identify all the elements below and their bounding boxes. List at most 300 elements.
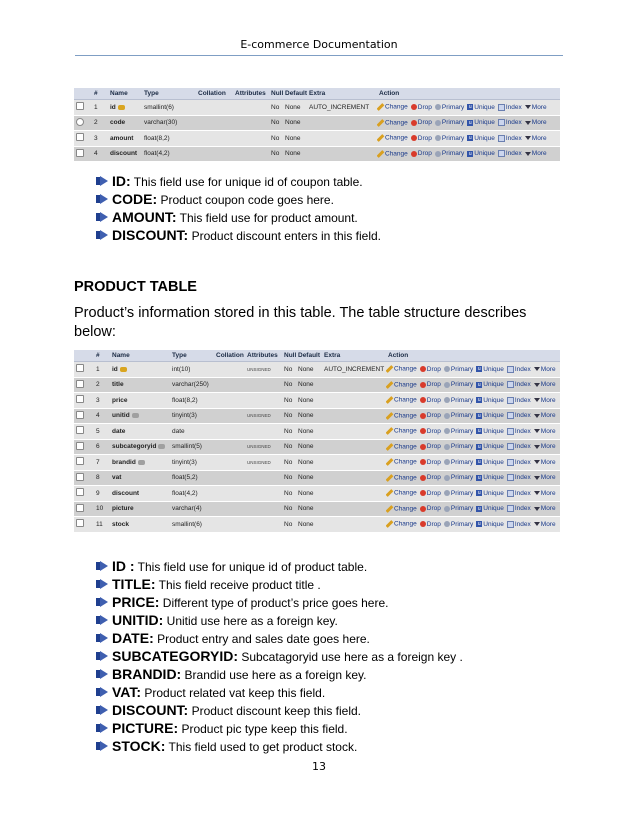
more-action[interactable] xyxy=(534,366,556,373)
field-type: tinyint(3) xyxy=(170,408,214,424)
unique-action[interactable] xyxy=(476,474,504,481)
column-header: Attributes xyxy=(245,350,282,362)
field-type: varchar(30) xyxy=(142,115,196,131)
index-icon xyxy=(507,412,514,419)
row-checkbox[interactable] xyxy=(76,133,84,141)
field-extra xyxy=(322,455,386,471)
field-default: None xyxy=(296,362,322,378)
field-attributes: UNSIGNED xyxy=(245,362,282,378)
field-null: No xyxy=(282,517,296,533)
primary-key-icon xyxy=(118,105,125,110)
primary-action[interactable] xyxy=(444,381,473,388)
index-action[interactable] xyxy=(507,474,531,481)
row-checkbox[interactable] xyxy=(76,426,84,434)
change-action[interactable] xyxy=(388,520,417,528)
column-header: # xyxy=(92,88,108,100)
change-action[interactable] xyxy=(388,474,417,482)
drop-action[interactable] xyxy=(420,428,441,435)
field-extra xyxy=(322,517,386,533)
change-icon xyxy=(377,119,384,127)
action-cell xyxy=(386,362,560,378)
more-action[interactable] xyxy=(525,104,547,111)
change-action-label: Change xyxy=(394,412,417,420)
field-description: Unitid use here as a foreign key. xyxy=(163,614,338,628)
index-action[interactable] xyxy=(498,150,522,157)
more-action-label: More xyxy=(540,489,556,497)
document-header: E-commerce Documentation xyxy=(240,38,398,51)
unique-action-label: Unique xyxy=(483,489,504,497)
change-icon xyxy=(377,134,384,142)
field-description: Product discount keep this field. xyxy=(188,704,361,718)
field-extra xyxy=(322,439,386,455)
action-cell xyxy=(386,501,560,517)
field-description: Product related vat keep this field. xyxy=(141,686,326,700)
action-cell xyxy=(386,439,560,455)
field-label: CODE: xyxy=(112,191,158,207)
unique-action[interactable] xyxy=(476,505,504,512)
field-name xyxy=(110,455,170,471)
row-number: 5 xyxy=(94,424,110,440)
index-action[interactable] xyxy=(507,397,531,404)
column-header: Default xyxy=(283,88,307,100)
change-action[interactable] xyxy=(388,458,417,466)
index-action[interactable] xyxy=(507,459,531,466)
index-action[interactable] xyxy=(498,135,522,142)
row-checkbox[interactable] xyxy=(76,364,84,372)
drop-icon xyxy=(420,413,426,419)
field-attributes: UNSIGNED xyxy=(245,408,282,424)
drop-action[interactable] xyxy=(411,135,432,142)
action-cell xyxy=(377,146,560,162)
change-icon xyxy=(386,520,393,528)
primary-key-icon xyxy=(444,506,450,512)
row-checkbox[interactable] xyxy=(76,473,84,481)
primary-action[interactable] xyxy=(444,521,473,528)
field-name xyxy=(108,146,142,162)
field-default: None xyxy=(296,501,322,517)
field-description: Subcatagoryid use here as a foreign key . xyxy=(238,650,463,664)
field-default: None xyxy=(283,100,307,116)
drop-action[interactable] xyxy=(420,505,441,512)
more-action[interactable] xyxy=(534,381,556,388)
primary-action[interactable] xyxy=(444,397,473,404)
change-action-label: Change xyxy=(385,119,408,127)
action-cell xyxy=(386,408,560,424)
row-checkbox[interactable] xyxy=(76,519,84,527)
arrow-bullet-icon xyxy=(96,723,108,733)
column-header: Name xyxy=(110,350,170,362)
chevron-down-icon xyxy=(534,507,540,511)
row-number: 1 xyxy=(94,362,110,378)
primary-action-label: Primary xyxy=(450,520,474,528)
unique-action[interactable] xyxy=(476,381,504,388)
more-action[interactable] xyxy=(525,150,547,157)
field-attributes xyxy=(245,393,282,409)
field-null: No xyxy=(282,377,296,393)
more-action[interactable] xyxy=(534,428,556,435)
index-icon xyxy=(498,104,505,111)
field-attributes xyxy=(233,115,269,131)
field-description: Product discount enters in this field. xyxy=(188,229,382,243)
more-action-label: More xyxy=(540,396,556,404)
chevron-down-icon xyxy=(534,383,540,387)
field-description: Brandid use here as a foreign key. xyxy=(181,668,367,682)
more-action[interactable] xyxy=(534,505,556,512)
column-header: Null xyxy=(282,350,296,362)
more-action-label: More xyxy=(540,412,556,420)
index-action-label: Index xyxy=(514,520,531,528)
drop-action[interactable] xyxy=(420,443,441,450)
change-action[interactable] xyxy=(388,427,417,435)
field-label: PICTURE: xyxy=(112,720,179,736)
field-null: No xyxy=(282,439,296,455)
index-action[interactable] xyxy=(507,381,531,388)
field-name xyxy=(110,470,170,486)
drop-action[interactable] xyxy=(420,397,441,404)
primary-action[interactable] xyxy=(435,104,464,111)
field-label: ID: xyxy=(112,173,131,189)
drop-action[interactable] xyxy=(420,459,441,466)
primary-key-icon xyxy=(444,444,450,450)
column-header: Extra xyxy=(307,88,377,100)
arrow-bullet-icon xyxy=(96,705,108,715)
unique-action[interactable] xyxy=(476,397,504,404)
unique-action-label: Unique xyxy=(483,427,504,435)
arrow-bullet-icon xyxy=(96,615,108,625)
unique-action-label: Unique xyxy=(483,505,504,513)
table-row xyxy=(74,377,560,393)
row-select-cell xyxy=(74,455,94,471)
field-collation xyxy=(196,115,233,131)
primary-action[interactable] xyxy=(444,490,473,497)
more-action-label: More xyxy=(531,134,547,142)
drop-action[interactable] xyxy=(420,490,441,497)
drop-action[interactable] xyxy=(411,119,432,126)
unique-action[interactable] xyxy=(467,104,495,111)
field-name-text: picture xyxy=(112,505,134,513)
row-checkbox[interactable] xyxy=(76,411,84,419)
field-description: Product pic type keep this field. xyxy=(178,722,348,736)
unique-action[interactable] xyxy=(476,521,504,528)
drop-action[interactable] xyxy=(411,104,432,111)
action-cell xyxy=(386,377,560,393)
unique-action-label: Unique xyxy=(483,412,504,420)
list-item xyxy=(96,190,381,208)
field-attributes xyxy=(245,424,282,440)
row-checkbox[interactable] xyxy=(76,380,84,388)
field-default: None xyxy=(296,470,322,486)
field-attributes: UNSIGNED xyxy=(245,455,282,471)
column-header: Type xyxy=(142,88,196,100)
drop-action[interactable] xyxy=(420,381,441,388)
field-extra xyxy=(322,501,386,517)
unique-action[interactable] xyxy=(467,135,495,142)
primary-action[interactable] xyxy=(444,459,473,466)
more-action[interactable] xyxy=(534,459,556,466)
primary-key-icon xyxy=(444,366,450,372)
index-action[interactable] xyxy=(507,505,531,512)
index-action[interactable] xyxy=(507,428,531,435)
primary-action[interactable] xyxy=(435,119,464,126)
list-item xyxy=(96,629,463,647)
change-action[interactable] xyxy=(379,103,408,111)
primary-action[interactable] xyxy=(444,505,473,512)
row-select-cell xyxy=(74,470,94,486)
field-name-text: price xyxy=(112,396,128,404)
field-name xyxy=(108,115,142,131)
table-row xyxy=(74,455,560,471)
drop-icon xyxy=(420,475,426,481)
primary-action-label: Primary xyxy=(441,150,465,158)
field-extra xyxy=(322,424,386,440)
field-default: None xyxy=(296,408,322,424)
drop-icon xyxy=(411,104,417,110)
drop-icon xyxy=(420,444,426,450)
row-checkbox[interactable] xyxy=(76,504,84,512)
field-default: None xyxy=(296,439,322,455)
drop-action[interactable] xyxy=(411,150,432,157)
row-number: 6 xyxy=(94,439,110,455)
drop-action[interactable] xyxy=(420,521,441,528)
field-extra xyxy=(322,470,386,486)
unique-action-label: Unique xyxy=(474,119,495,127)
index-action[interactable] xyxy=(498,119,522,126)
change-action-label: Change xyxy=(394,489,417,497)
unique-action[interactable] xyxy=(476,459,504,466)
index-action-label: Index xyxy=(514,412,531,420)
column-header: Collation xyxy=(196,88,233,100)
index-action[interactable] xyxy=(498,104,522,111)
primary-action-label: Primary xyxy=(450,505,474,513)
more-action[interactable] xyxy=(534,521,556,528)
more-action[interactable] xyxy=(534,490,556,497)
row-number: 1 xyxy=(92,100,108,116)
index-action-label: Index xyxy=(514,427,531,435)
field-attributes xyxy=(245,377,282,393)
field-type: float(4,2) xyxy=(170,486,214,502)
unique-icon: u xyxy=(468,119,472,126)
drop-action-label: Drop xyxy=(417,119,432,127)
index-action-label: Index xyxy=(505,119,522,127)
unique-action[interactable] xyxy=(476,428,504,435)
field-attributes xyxy=(245,517,282,533)
index-action[interactable] xyxy=(507,490,531,497)
arrow-bullet-icon xyxy=(96,669,108,679)
unique-icon: u xyxy=(468,135,472,142)
primary-action[interactable] xyxy=(444,428,473,435)
unique-action-label: Unique xyxy=(483,381,504,389)
change-action[interactable] xyxy=(379,119,408,127)
more-action[interactable] xyxy=(525,135,547,142)
index-action-label: Index xyxy=(505,134,522,142)
field-name xyxy=(110,501,170,517)
field-collation xyxy=(214,408,245,424)
action-cell xyxy=(386,486,560,502)
index-action[interactable] xyxy=(507,443,531,450)
field-collation xyxy=(214,501,245,517)
chevron-down-icon xyxy=(534,445,540,449)
index-icon xyxy=(507,490,514,497)
drop-action-label: Drop xyxy=(426,474,441,482)
index-icon xyxy=(507,428,514,435)
field-collation xyxy=(196,131,233,147)
row-select-cell xyxy=(74,362,94,378)
row-number: 9 xyxy=(94,486,110,502)
more-action[interactable] xyxy=(534,474,556,481)
change-action-label: Change xyxy=(394,396,417,404)
index-action-label: Index xyxy=(514,396,531,404)
row-number: 3 xyxy=(94,393,110,409)
field-type: tinyint(3) xyxy=(170,455,214,471)
field-attributes: UNSIGNED xyxy=(245,439,282,455)
index-action-label: Index xyxy=(514,474,531,482)
field-collation xyxy=(214,517,245,533)
more-action-label: More xyxy=(540,474,556,482)
list-item xyxy=(96,701,463,719)
row-number: 2 xyxy=(94,377,110,393)
field-null: No xyxy=(282,501,296,517)
drop-action[interactable] xyxy=(420,366,441,373)
list-item xyxy=(96,593,463,611)
field-null: No xyxy=(282,393,296,409)
row-number: 8 xyxy=(94,470,110,486)
chevron-down-icon xyxy=(534,398,540,402)
unique-action[interactable] xyxy=(467,119,495,126)
arrow-bullet-icon xyxy=(96,651,108,661)
change-action[interactable] xyxy=(388,396,417,404)
unique-action[interactable] xyxy=(476,412,504,419)
field-attributes xyxy=(245,501,282,517)
change-action[interactable] xyxy=(388,381,417,389)
arrow-bullet-icon xyxy=(96,561,108,571)
field-type: int(10) xyxy=(170,362,214,378)
more-action[interactable] xyxy=(534,397,556,404)
change-action[interactable] xyxy=(388,505,417,513)
index-icon xyxy=(507,521,514,528)
drop-icon xyxy=(420,397,426,403)
drop-action[interactable] xyxy=(420,474,441,481)
field-default: None xyxy=(296,393,322,409)
primary-action[interactable] xyxy=(435,150,464,157)
change-icon xyxy=(377,150,384,158)
change-action[interactable] xyxy=(388,412,417,420)
field-null: No xyxy=(282,362,296,378)
primary-key-icon xyxy=(444,475,450,481)
list-item xyxy=(96,719,463,737)
field-collation xyxy=(214,470,245,486)
field-default: None xyxy=(283,146,307,162)
unique-icon: u xyxy=(477,412,481,419)
index-action[interactable] xyxy=(507,366,531,373)
primary-action[interactable] xyxy=(444,412,473,419)
change-action[interactable] xyxy=(379,150,408,158)
field-default: None xyxy=(296,486,322,502)
drop-action-label: Drop xyxy=(426,505,441,513)
field-default: None xyxy=(283,131,307,147)
index-action[interactable] xyxy=(507,412,531,419)
unique-action-label: Unique xyxy=(474,134,495,142)
field-name xyxy=(110,377,170,393)
more-action[interactable] xyxy=(534,443,556,450)
row-checkbox[interactable] xyxy=(76,149,84,157)
chevron-down-icon xyxy=(534,522,540,526)
index-icon xyxy=(507,474,514,481)
field-name xyxy=(110,439,170,455)
row-checkbox[interactable] xyxy=(76,457,84,465)
list-item xyxy=(96,226,381,244)
row-select-cell xyxy=(74,115,92,131)
field-default: None xyxy=(296,455,322,471)
row-select-cell xyxy=(74,131,92,147)
unique-action-label: Unique xyxy=(483,443,504,451)
change-action-label: Change xyxy=(394,520,417,528)
primary-key-icon xyxy=(444,521,450,527)
chevron-down-icon xyxy=(534,414,540,418)
change-icon xyxy=(386,365,393,373)
table-row xyxy=(74,517,560,533)
unique-action[interactable] xyxy=(476,443,504,450)
row-checkbox[interactable] xyxy=(76,488,84,496)
column-header: Name xyxy=(108,88,142,100)
index-icon xyxy=(507,443,514,450)
table-row xyxy=(74,362,560,378)
change-action[interactable] xyxy=(379,134,408,142)
primary-key-icon xyxy=(120,367,127,372)
row-checkbox[interactable] xyxy=(76,395,84,403)
unique-action[interactable] xyxy=(467,150,495,157)
unique-action[interactable] xyxy=(476,366,504,373)
action-cell xyxy=(386,393,560,409)
change-action[interactable] xyxy=(388,443,417,451)
field-label: DISCOUNT: xyxy=(112,227,189,243)
row-checkbox[interactable] xyxy=(76,442,84,450)
chevron-down-icon xyxy=(534,476,540,480)
primary-action[interactable] xyxy=(444,366,473,373)
index-action-label: Index xyxy=(514,489,531,497)
more-action[interactable] xyxy=(525,119,547,126)
drop-action[interactable] xyxy=(420,412,441,419)
field-name xyxy=(110,424,170,440)
list-item xyxy=(96,575,463,593)
field-name-text: amount xyxy=(110,134,134,142)
row-checkbox[interactable] xyxy=(76,102,84,110)
field-name-text: date xyxy=(112,427,126,435)
row-checkbox[interactable] xyxy=(76,118,84,126)
index-icon xyxy=(498,150,505,157)
change-action[interactable] xyxy=(388,489,417,497)
field-extra xyxy=(322,408,386,424)
field-type: float(5,2) xyxy=(170,470,214,486)
unique-icon: u xyxy=(468,104,472,111)
row-select-cell xyxy=(74,486,94,502)
change-action[interactable] xyxy=(388,365,417,373)
index-action[interactable] xyxy=(507,521,531,528)
drop-action-label: Drop xyxy=(426,489,441,497)
drop-action-label: Drop xyxy=(417,134,432,142)
field-collation xyxy=(214,362,245,378)
primary-action[interactable] xyxy=(444,474,473,481)
unique-action[interactable] xyxy=(476,490,504,497)
arrow-bullet-icon xyxy=(96,176,108,186)
more-action[interactable] xyxy=(534,412,556,419)
row-select-cell xyxy=(74,424,94,440)
drop-action-label: Drop xyxy=(417,150,432,158)
column-header xyxy=(74,88,92,100)
field-description: This field use for unique id of product table. xyxy=(134,560,368,574)
primary-action[interactable] xyxy=(435,135,464,142)
list-item xyxy=(96,647,463,665)
primary-action[interactable] xyxy=(444,443,473,450)
